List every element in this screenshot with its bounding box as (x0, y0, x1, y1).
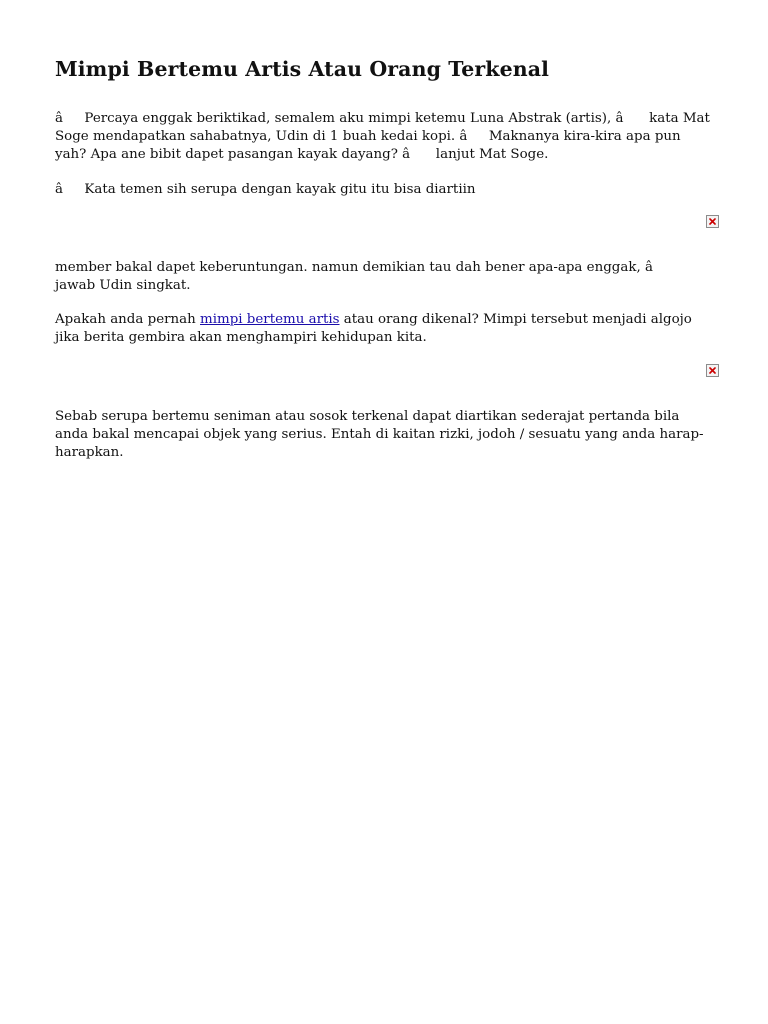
paragraph-1: âPercaya enggak beriktikad, semalem aku mimpi ketemu Luna Abstrak (artis), â kata Mat Soge mendapatkan sahabatnya, Udin di 1 buah kedai kopi. âMaknanya kira-kira apa pun yah? Apa ane bibit dapet pasangan kayak dayang? â lanjut Mat Soge. (55, 111, 710, 163)
broken-image-x-icon (709, 218, 716, 225)
article-title: Mimpi Bertemu Artis Atau Orang Terkenal (55, 57, 550, 81)
paragraph-5: Sebab serupa bertemu seniman atau sosok terkenal dapat diartikan sederajat pertanda bila anda bakal mencapai objek yang serius. Entah di kaitan rizki, jodoh / sesuatu yang anda harap-harapkan. (55, 408, 704, 461)
mimpi-bertemu-artis-link[interactable]: mimpi bertemu artis (200, 312, 340, 328)
paragraph-3: member bakal dapet keberuntungan. namun demikian tau dah bener apa-apa enggak, â jawab Udin singkat. (55, 259, 675, 294)
broken-image-x-icon (709, 367, 716, 374)
image-placeholder-row (55, 364, 712, 398)
paragraph-2: âKata temen sih serupa dengan kayak gitu itu bisa diartiin (55, 181, 476, 197)
paragraph-4-after-link: atau orang dikenal? Mimpi tersebut menjadi algojo jika berita gembira akan menghampiri kehidupan kita. (55, 312, 692, 346)
paragraph-4 (55, 311, 712, 347)
broken-image-icon[interactable] (706, 215, 719, 228)
broken-image-icon[interactable] (706, 364, 719, 377)
image-placeholder-row (55, 215, 712, 249)
paragraph-4-before-link: Apakah anda pernah (55, 312, 201, 328)
